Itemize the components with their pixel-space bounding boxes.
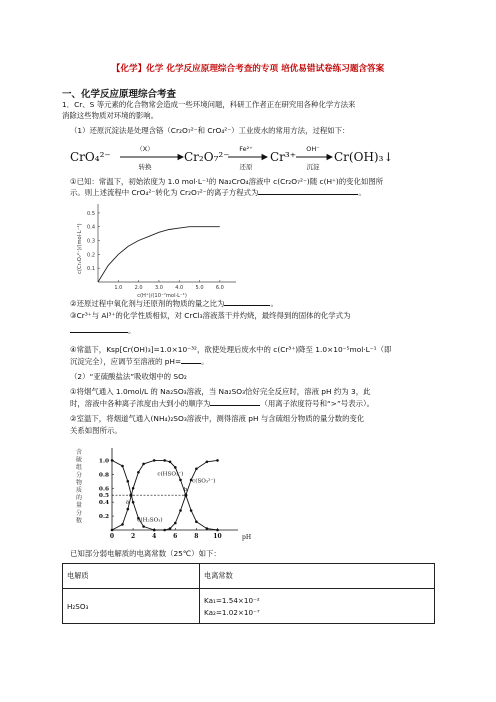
section-heading: 一、化学反应原理综合考查 (62, 89, 177, 100)
chart2-series-point (137, 471, 140, 474)
chart2-x-tick-label: 6 (173, 533, 178, 540)
q1-iii-line2-end: 。 (128, 326, 136, 335)
chart2-label-b: b (183, 487, 188, 494)
reaction-scheme-svg (70, 144, 400, 172)
chart2-series-point (132, 501, 135, 504)
chart2-y-tick-label: 0.8 (98, 472, 109, 479)
page-title: 【化学】化学 化学反应原理综合考查的专项 培优易错试卷练习题含答案 (111, 64, 385, 74)
scheme-species-4: Cr(OH)₃↓ (334, 150, 394, 164)
answer-blank-5[interactable] (210, 405, 260, 406)
q1-iv-line2-text: 沉淀完全），应调节至溶液的 pH= (70, 357, 182, 366)
scheme-species-1: CrO₄²⁻ (70, 150, 111, 164)
chart2-series-point (179, 509, 182, 512)
chart2-series-point (153, 459, 156, 462)
q1-ii (70, 299, 278, 309)
q1-vi-line2: 关系如图所示。 (70, 426, 122, 435)
chart2-svg (72, 446, 252, 546)
chart1-x-tick-label: 6.0 (215, 285, 224, 291)
chart2-series-point (111, 529, 114, 532)
q1-v-line2-end: （用离子浓度符号和“>”号表示）。 (260, 399, 375, 408)
chart1-xlabel: c(H⁺)/(10⁻⁷mol·L⁻¹) (137, 293, 187, 299)
chart2-series-point (127, 480, 130, 483)
chart2-ylabel-char: 分 (76, 471, 83, 479)
chart2-series-point (206, 461, 209, 464)
q1-iv-line1: ④常温下，Ksp[Cr(OH)₃]=1.0×10⁻³²，欲使处理后废水中的 c(Cr³⁺)降至 1.0×10⁻⁵mol·L⁻¹（即 (70, 345, 392, 354)
chart1-y-tick-label: 0.2 (87, 252, 95, 259)
scheme-arrowhead2 (262, 155, 267, 160)
chart2-y-tick-label: 0.6 (98, 486, 109, 493)
chart2-x-tick-label: 8 (194, 533, 199, 540)
q1-i-line2 (70, 188, 366, 198)
chart2-ylabel-char: 量 (76, 502, 83, 510)
scheme-arrow2-bottom: 还原 (239, 163, 253, 171)
q1-i-line2-end: 。 (358, 188, 366, 197)
q1-iv-line2-end: 。 (201, 357, 209, 366)
chart2-ylabel-char: 含 (76, 449, 83, 456)
q1-part1-line1: （1）还原沉淀法是处理含铬（Cr₂O₇²⁻和 CrO₄²⁻）工业废水的常用方法，过程如下： (70, 126, 350, 135)
constants-table (62, 563, 435, 624)
answer-blank-1[interactable] (258, 194, 358, 195)
chart2-marked-point (184, 494, 187, 497)
q1-part2: （2）“亚硫酸盐法”吸收烟中的 SO₂ (70, 372, 187, 381)
chart2-series-point (153, 529, 156, 532)
chart2-series-point (216, 459, 219, 462)
table-header-electrolyte: 电解质 (63, 564, 200, 589)
q1-iii-line1: ③Cr³⁺与 Al³⁺的化学性质相似，对 CrCl₃溶液蒸干并灼烧，最终得到的固体的化学式为 (70, 311, 351, 320)
table-header-row (63, 564, 435, 589)
q1-v-line2 (70, 399, 374, 409)
chart2-series-point (132, 487, 135, 490)
chart2-ylabel-char: 的 (76, 494, 83, 502)
chart2-series-point (111, 459, 114, 462)
chart2-series-point (163, 459, 166, 462)
chart2-series-point (216, 529, 219, 532)
table-ka1: Ka₁=1.54×10⁻² (204, 595, 260, 605)
table-row (63, 589, 435, 624)
chart2-y-tick-label: 1.0 (98, 458, 109, 465)
q1-iii-line2 (70, 326, 135, 336)
chart1-series-line (98, 227, 220, 282)
chart1-y-tick-label: 0.5 (87, 210, 95, 217)
chart2-label-hso3: c(HSO₃⁻) (157, 471, 184, 478)
chart1-x-tick-label: 1.0 (114, 285, 123, 291)
q1-i-line2-text: 示。则上述流程中 CrO₄²⁻转化为 Cr₂O₇²⁻的离子方程式为 (70, 188, 259, 197)
chart2-ylabel-char: 质 (76, 487, 83, 494)
answer-blank-4[interactable] (181, 363, 201, 364)
chart2-ylabel-char: 分 (76, 509, 83, 517)
chart2-series-point (121, 523, 124, 526)
scheme-arrow1-bottom: 转换 (138, 163, 152, 171)
chart2-series-point (206, 527, 209, 530)
chart2-y-tick-label: 0.4 (98, 500, 109, 507)
chart2-series-point (195, 468, 198, 471)
chart2-series-point (190, 509, 193, 512)
chart1-y-tick-label: 0.1 (87, 266, 95, 273)
q1-v-line2-text: 时，溶液中各种离子浓度由大到小的顺序为 (70, 399, 211, 408)
chart1-y-tick-label: 0.3 (87, 238, 95, 245)
table-cell-ka (200, 589, 435, 624)
constants-table-wrap (62, 563, 435, 624)
table-ka2: Ka₂=1.02×10⁻⁷ (204, 607, 260, 617)
scheme-arrow1-top: （X） (136, 145, 154, 153)
chart1-x-tick-label: 2.0 (134, 285, 143, 291)
chart2-label-h2so3: c(H₂SO₃) (137, 517, 163, 524)
q1-ii-end: 。 (270, 299, 278, 308)
chart2-series-point (174, 466, 177, 469)
chart2-ylabel-char: 物 (76, 479, 83, 487)
chart2-x-tick-label: 0 (109, 533, 115, 540)
chart2-x-tick-label: 4 (152, 533, 157, 540)
chart2-series-point (163, 529, 166, 532)
scheme-species-2: Cr₂O₇²⁻ (184, 150, 230, 164)
chart1-x-tick-label: 3.0 (154, 285, 163, 291)
answer-blank-2[interactable] (224, 305, 270, 306)
q1-vi-line1: ②室温下，将烟道气通入(NH₄)₂SO₃溶液中，测得溶液 pH 与含硫组分物质的量分数的变化 (70, 414, 365, 423)
chart2-x-tick-label: 2 (130, 533, 136, 540)
scheme-arrowhead1 (178, 155, 183, 160)
q1-intro-line1: 1．Cr、S 等元素的化合物常会造成一些环境问题，科研工作者正在研究用各种化学方法来 (62, 100, 356, 109)
chart2-xlabel: pH (242, 534, 252, 541)
scheme-arrow3-bottom: 沉淀 (306, 163, 320, 171)
q1-iv-line2 (70, 357, 209, 367)
chart2-series-point (174, 522, 177, 525)
q1-ii-text: ②还原过程中氧化剂与还原剂的物质的量之比为 (70, 299, 225, 308)
chart2-series-point (169, 527, 172, 530)
chart2-series-point (179, 479, 182, 482)
chart2-series-point (195, 520, 198, 523)
table-header-constant: 电离常数 (200, 564, 435, 589)
table-cell-h2so3: H₂SO₃ (63, 589, 200, 624)
chart2-label-so3: c(SO₃²⁻) (192, 478, 216, 485)
q1-i-line1: ①已知：常温下，初始浓度为 1.0 mol·L⁻¹的 Na₂CrO₄溶液中 c(Cr₂O₇²⁻)随 c(H⁺)的变化如图所 (70, 177, 384, 186)
q1-v-line1: ①将烟气通入 1.0mol/L 的 Na₂SO₃溶液，当 Na₂SO₃恰好完全反应时，溶液 pH 约为 3，此 (70, 387, 371, 396)
reaction-scheme (70, 144, 400, 172)
chart2-y-tick-label: 0.2 (98, 514, 109, 521)
table-intro: 已知部分弱电解质的电离常数（25℃）如下： (70, 549, 221, 558)
chart2-y-tick-label: 0.5 (98, 493, 109, 500)
chart1-ylabel: c(Cr₂O₇²⁻)/(mol·L⁻¹) (77, 223, 83, 274)
chart2-ylabel-char: 硫 (76, 456, 83, 464)
scheme-arrow2-top: Fe²⁺ (239, 145, 253, 153)
chart2-label-a: a (125, 499, 130, 506)
scheme-arrow3-top: OH⁻ (306, 145, 320, 153)
chart1-x-tick-label: 5.0 (195, 285, 204, 291)
answer-blank-3[interactable] (70, 332, 128, 333)
chart2-series-point (142, 525, 145, 528)
chart2-series-point (121, 465, 124, 468)
chart2-x-tick-label: 10 (213, 533, 222, 540)
chart2-ylabel-char: 数 (76, 517, 83, 525)
chart2-series-point (169, 461, 172, 464)
chart1-container (72, 200, 242, 300)
chart2-container (72, 446, 252, 546)
chart2-marked-point (129, 494, 132, 497)
scheme-arrowhead3 (327, 155, 332, 160)
q1-intro-line2: 消除这些物质对环境的影响。 (62, 111, 159, 120)
chart2-series-point (127, 508, 130, 511)
chart1-y-tick-label: 0.4 (87, 224, 95, 231)
chart2-series-point (142, 463, 145, 466)
chart2-ylabel-char: 组 (76, 464, 83, 472)
chart1-x-tick-label: 4.0 (175, 285, 184, 291)
chart1-svg (72, 200, 242, 300)
scheme-species-3: Cr³⁺ (270, 150, 297, 164)
